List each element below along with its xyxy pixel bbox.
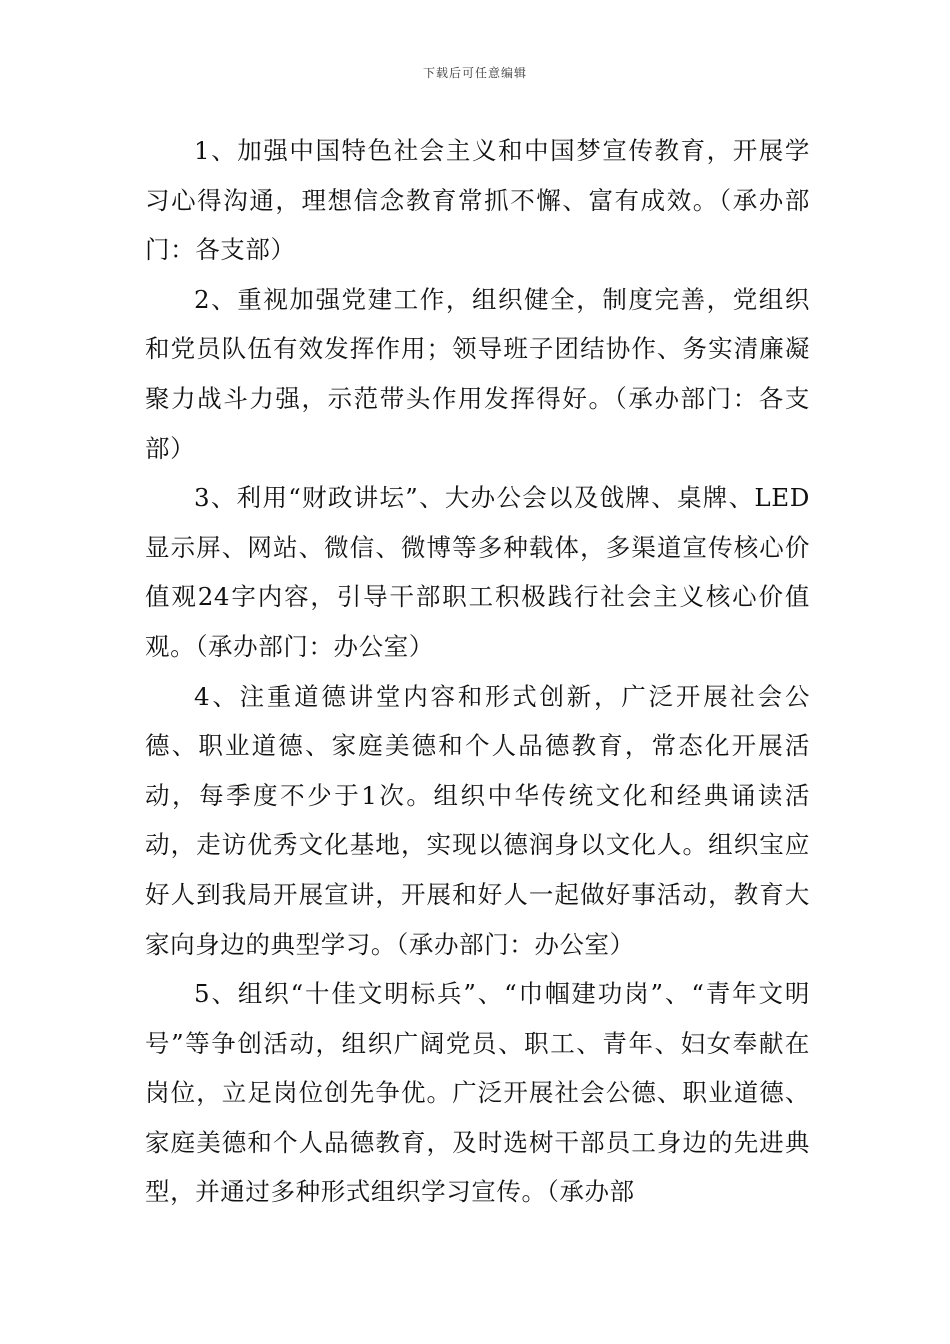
paragraph-5: 5、组织“十佳文明标兵”、“巾帼建功岗”、“青年文明号”等争创活动，组织广阔党员、职工、青年、妇女奉献在岗位，立足岗位创先争优。广泛开展社会公德、职业道德、家庭美德和个人品德教育，及时选树干部员工身边的先进典型，并通过多种形式组织学习宣传。（承办部: [145, 979, 810, 1207]
paragraph-3: 3、利用“财政讲坛”、大办公会以及戗牌、桌牌、LED显示屏、网站、微信、微博等多种载体，多渠道宣传核心价值观24字内容，引导干部职工积极践行社会主义核心价值观。（承办部门：办公室）: [145, 483, 810, 661]
paragraph-1: 1、加强中国特色社会主义和中国梦宣传教育，开展学习心得沟通，理想信念教育常抓不懈、富有成效。（承办部门：各支部）: [145, 136, 810, 265]
paragraph-2: 2、重视加强党建工作，组织健全，制度完善，党组织和党员队伍有效发挥作用；领导班子团结协作、务实清廉凝聚力战斗力强，示范带头作用发挥得好。（承办部门：各支部）: [145, 284, 810, 463]
document-body: [145, 126, 810, 1217]
paragraph-4: 4、注重道德讲堂内容和形式创新，广泛开展社会公德、职业道德、家庭美德和个人品德教育，常态化开展活动，每季度不少于1次。组织中华传统文化和经典诵读活动，走访优秀文化基地，实现以德润身以文化人。组织宝应好人到我局开展宣讲，开展和好人一起做好事活动，教育大家向身边的典型学习。（承办部门：办公室）: [145, 681, 810, 959]
page-header-note: 下载后可任意编辑: [422, 66, 527, 80]
